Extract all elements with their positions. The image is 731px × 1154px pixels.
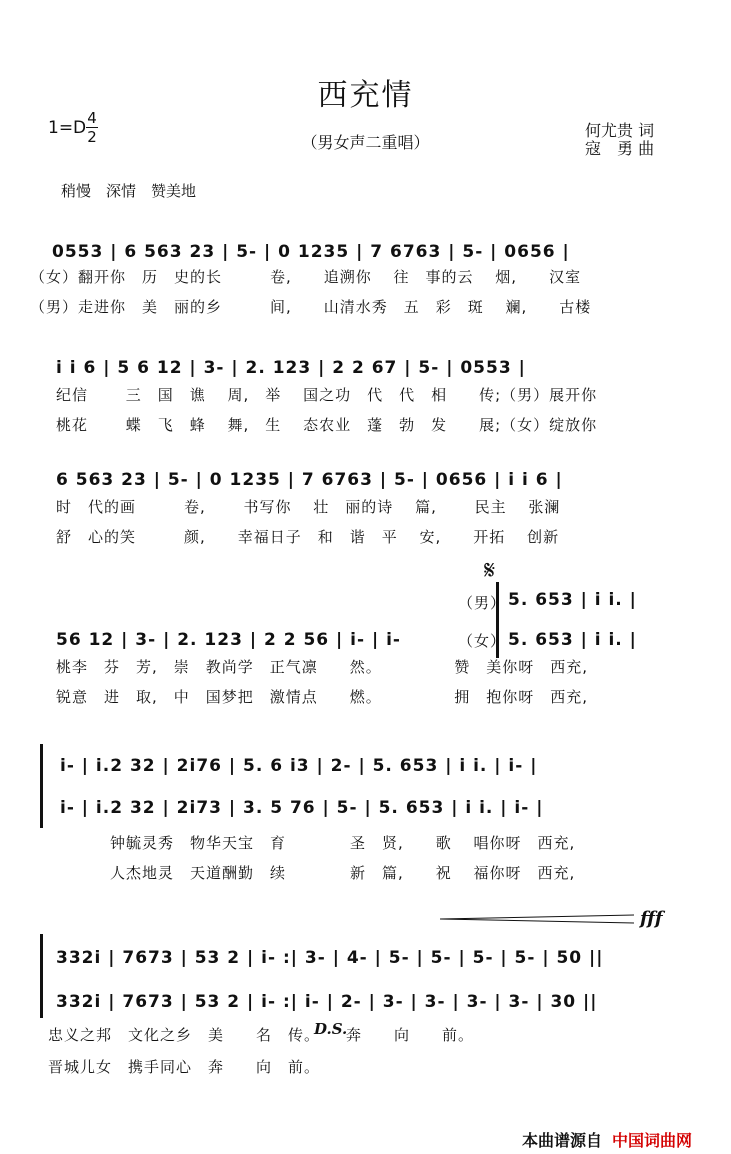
system6-lyric-verse1-part1: 忠义之邦 文化之乡 美 名 传。 [48,1026,321,1044]
lyricist-credit: 何尤贵 词 [585,121,655,140]
system3-notes: 6 563 23 | 5- | 0 1235 | 7 6763 | 5- | 0656 | i i 6 | [56,470,563,490]
site-name-link[interactable]: 中国词曲网 [612,1131,693,1150]
system4-lyric-verse2: 锐意 进 取, 中 国梦把 激情点 燃。 拥 抱你呀 西充, [56,688,589,706]
system6-upper-notes: 332i | 7673 | 53 2 | i- :| 3- | 4- | 5- | 5- | 5- | 5- | 50 || [56,948,604,968]
composer-credit: 寇 勇 曲 [585,139,655,158]
system4-lower-notes: 5. 653 | i i. | [508,630,637,650]
system1-notes: 0553 | 6 563 23 | 5- | 0 1235 | 7 6763 | 5- | 0656 | [52,242,570,262]
system5-brace [40,744,43,828]
system4-brace [496,582,499,658]
system2-lyric-verse1: 纪信 三 国 谯 周, 举 国之功 代 代 相 传;（男）展开你 [56,386,598,404]
system5-lyric-verse1: 钟毓灵秀 物华天宝 育 圣 贤, 歌 唱你呀 西充, [110,834,576,852]
system1-lyric-verse2: （男）走进你 美 丽的乡 间, 山清水秀 五 彩 斑 斓, 古楼 [30,298,592,316]
system2-lyric-verse2: 桃花 蝶 飞 蜂 舞, 生 态农业 蓬 勃 发 展;（女）绽放你 [56,416,598,434]
page-title: 西充情 [317,78,414,113]
female-voice-label: （女） [458,632,507,650]
time-signature-top: 4 [87,109,97,127]
dynamic-marking: fff [640,908,663,929]
system4-lyric-verse1: 桃李 芬 芳, 崇 教尚学 正气凛 然。 赞 美你呀 西充, [56,658,589,676]
male-voice-label: （男） [458,594,507,612]
system6-lower-notes: 332i | 7673 | 53 2 | i- :| i- | 2- | 3- | 3- | 3- | 3- | 30 || [56,992,598,1012]
system5-lyric-verse2: 人杰地灵 天道酬勤 续 新 篇, 祝 福你呀 西充, [110,864,576,882]
tempo-marking: 稍慢 深情 赞美地 [61,182,197,200]
source-footer [522,1128,692,1151]
key-signature: 1=D [48,118,87,138]
source-label: 本曲谱源自 [522,1131,603,1150]
subtitle: （男女声二重唱） [301,133,430,152]
system5-upper-notes: i- | i.2 32 | 2i76 | 5. 6 i3 | 2- | 5. 653 | i i. | i- | [60,756,538,776]
system2-notes: i i 6 | 5 6 12 | 3- | 2. 123 | 2 2 67 | 5- | 0553 | [56,358,526,378]
system6-lyric-verse1-part2: 奔 向 前。 [346,1026,475,1044]
crescendo-hairpin [440,914,636,924]
system5-lower-notes: i- | i.2 32 | 2i73 | 3. 5 76 | 5- | 5. 653 | i i. | i- | [60,798,544,818]
dal-segno-mark: D.S. [314,1020,348,1038]
system6-lyric-verse2: 晋城儿女 携手同心 奔 向 前。 [48,1058,321,1076]
system4-upper-notes: 5. 653 | i i. | [508,590,637,610]
time-signature-bottom: 2 [87,128,97,146]
system6-brace [40,934,43,1018]
segno-sign: 𝄋 [484,556,496,586]
system3-lyric-verse2: 舒 心的笑 颜, 幸福日子 和 谐 平 安, 开拓 创新 [56,528,560,546]
system4-left-notes: 56 12 | 3- | 2. 123 | 2 2 56 | i- | i- [56,630,401,650]
system1-lyric-verse1: （女）翻开你 历 史的长 卷, 追溯你 往 事的云 烟, 汉室 [30,268,582,286]
system3-lyric-verse1: 时 代的画 卷, 书写你 壮 丽的诗 篇, 民主 张澜 [56,498,561,516]
